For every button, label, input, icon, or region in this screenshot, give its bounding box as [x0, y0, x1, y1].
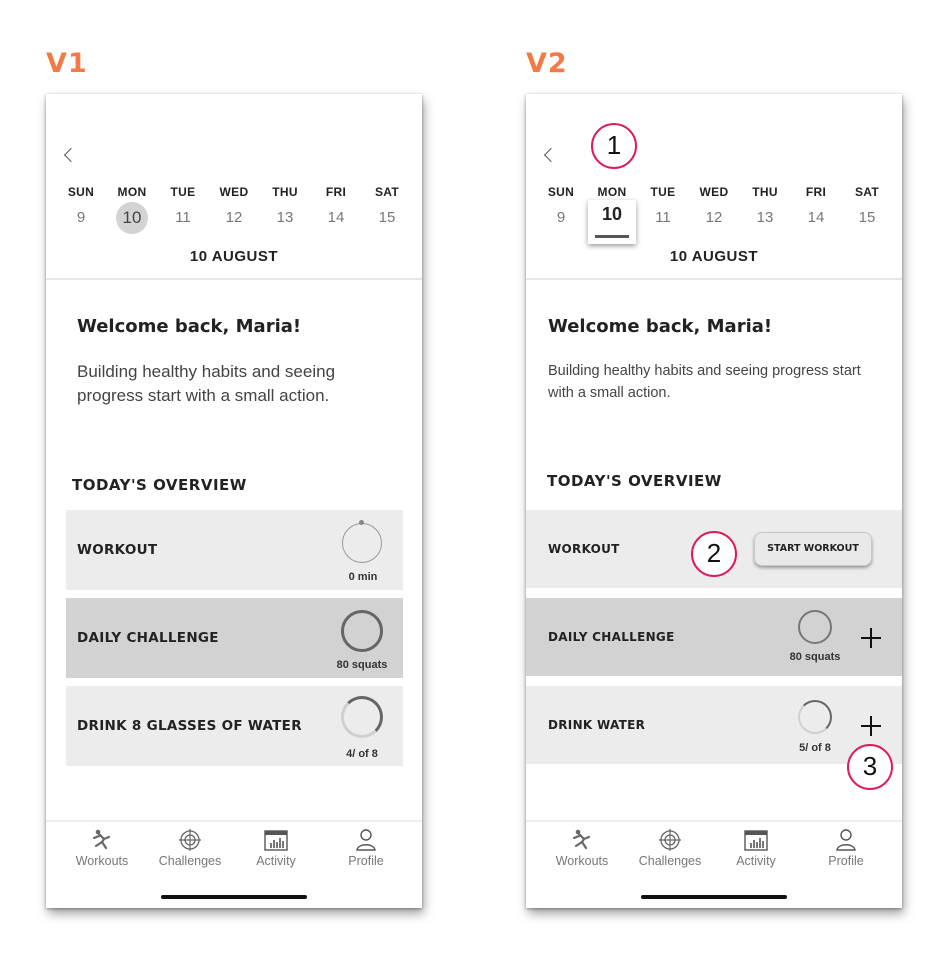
day-fri[interactable]	[798, 184, 834, 244]
back-chevron-icon[interactable]	[544, 148, 558, 162]
day-number: 11	[175, 209, 191, 226]
welcome-title: Welcome back, Maria!	[77, 316, 302, 337]
day-name: FRI	[805, 185, 827, 199]
day-thu[interactable]	[747, 184, 783, 244]
day-wed[interactable]	[216, 184, 252, 240]
day-number: 12	[225, 209, 243, 226]
week-strip	[63, 184, 405, 240]
progress-ring	[341, 610, 383, 652]
day-wed[interactable]	[696, 184, 732, 244]
day-name: THU	[752, 185, 778, 199]
tab-label: Challenges	[158, 854, 222, 868]
progress-ring	[342, 523, 382, 563]
month-label: 10 AUGUST	[669, 248, 759, 265]
progress-value: 80 squats	[789, 651, 841, 663]
day-number: 15	[858, 209, 876, 226]
tab-label: Activity	[256, 854, 296, 868]
card-title: DRINK WATER	[548, 718, 646, 732]
start-workout-button[interactable]: START WORKOUT	[754, 532, 872, 566]
card-title: WORKOUT	[77, 542, 158, 558]
tab-label: Profile	[348, 854, 384, 868]
tab-activity[interactable]	[236, 828, 316, 868]
phone-mockup-v2	[526, 94, 902, 908]
header-divider	[46, 278, 422, 280]
day-tue[interactable]	[645, 184, 681, 244]
day-name: TUE	[170, 185, 196, 199]
day-sun[interactable]	[63, 184, 99, 240]
card-title: DAILY CHALLENGE	[77, 630, 219, 646]
header-divider	[526, 278, 902, 280]
card-title: DAILY CHALLENGE	[548, 630, 675, 644]
day-name: WED	[699, 185, 729, 199]
day-name: SAT	[374, 185, 399, 199]
water-card[interactable]	[66, 686, 403, 766]
day-sat[interactable]	[849, 184, 885, 244]
day-number: 13	[276, 209, 294, 226]
tab-label: Workouts	[75, 854, 129, 868]
day-tue[interactable]	[165, 184, 201, 240]
workout-icon	[90, 828, 114, 852]
tab-challenges[interactable]	[630, 828, 710, 868]
day-number: 14	[327, 209, 345, 226]
day-name: FRI	[325, 185, 347, 199]
tab-label: Challenges	[638, 854, 702, 868]
phone-mockup-v1	[46, 94, 422, 908]
day-number: 9	[556, 209, 566, 226]
tab-workouts[interactable]	[542, 828, 622, 868]
add-challenge-button[interactable]	[861, 628, 881, 648]
home-indicator	[161, 895, 307, 899]
progress-value: 80 squats	[336, 659, 388, 671]
target-icon	[658, 828, 682, 852]
overview-title: TODAY'S OVERVIEW	[547, 472, 722, 490]
day-name: MON	[117, 185, 147, 199]
callout-2: 2	[691, 531, 737, 577]
calendar-chart-icon	[263, 828, 289, 852]
daily-challenge-card[interactable]	[526, 598, 902, 676]
home-indicator	[641, 895, 787, 899]
tab-workouts[interactable]	[62, 828, 142, 868]
day-mon[interactable]	[114, 184, 150, 240]
callout-3: 3	[847, 744, 893, 790]
workout-icon	[570, 828, 594, 852]
progress-ring	[341, 696, 383, 738]
tab-label: Activity	[736, 854, 776, 868]
calendar-chart-icon	[743, 828, 769, 852]
month-label: 10 AUGUST	[189, 248, 279, 265]
day-thu[interactable]	[267, 184, 303, 240]
workout-card[interactable]	[66, 510, 403, 590]
day-name: WED	[219, 185, 249, 199]
tab-profile[interactable]	[326, 828, 406, 868]
day-number: 12	[705, 209, 723, 226]
day-sun[interactable]	[543, 184, 579, 244]
tab-activity[interactable]	[716, 828, 796, 868]
day-number: 14	[807, 209, 825, 226]
welcome-text: Building healthy habits and seeing progress start with a small action.	[548, 363, 861, 401]
progress-value: 4/ of 8	[346, 748, 378, 760]
tab-label: Profile	[828, 854, 864, 868]
week-strip	[543, 184, 885, 244]
progress-value: 5/ of 8	[799, 742, 831, 754]
day-fri[interactable]	[318, 184, 354, 240]
day-number: 9	[76, 209, 86, 226]
day-number: 13	[756, 209, 774, 226]
day-name: SAT	[854, 185, 879, 199]
add-water-button[interactable]	[861, 716, 881, 736]
target-icon	[178, 828, 202, 852]
day-name: SUN	[67, 185, 95, 199]
version-label-v1: V1	[46, 48, 88, 79]
selected-day-number: 10	[588, 200, 636, 244]
welcome-title: Welcome back, Maria!	[548, 316, 773, 337]
tab-challenges[interactable]	[150, 828, 230, 868]
day-mon[interactable]	[594, 184, 630, 244]
day-number: 15	[378, 209, 396, 226]
progress-ring	[798, 700, 832, 734]
callout-1: 1	[591, 123, 637, 169]
person-icon	[354, 828, 378, 852]
card-title: DRINK 8 GLASSES OF WATER	[77, 718, 302, 734]
tab-label: Workouts	[555, 854, 609, 868]
tab-profile[interactable]	[806, 828, 886, 868]
day-sat[interactable]	[369, 184, 405, 240]
person-icon	[834, 828, 858, 852]
version-label-v2: V2	[526, 48, 568, 79]
progress-ring	[798, 610, 832, 644]
daily-challenge-card[interactable]	[66, 598, 403, 678]
day-name: THU	[272, 185, 298, 199]
card-title: WORKOUT	[548, 542, 620, 556]
welcome-text: Building healthy habits and seeing progress start with a small action.	[77, 362, 336, 405]
back-chevron-icon[interactable]	[64, 148, 78, 162]
day-name: TUE	[650, 185, 676, 199]
day-name: SUN	[547, 185, 575, 199]
water-card[interactable]	[526, 686, 902, 764]
progress-value: 0 min	[348, 571, 378, 583]
day-number: 11	[655, 209, 671, 226]
selected-day-number: 10	[116, 202, 148, 234]
day-name: MON	[597, 185, 627, 199]
overview-title: TODAY'S OVERVIEW	[72, 476, 247, 494]
